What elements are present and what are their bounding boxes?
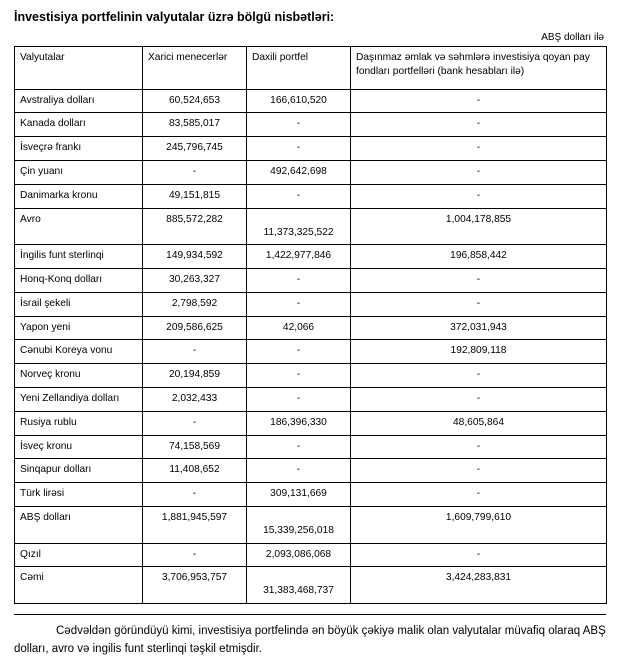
cell-funds: 3,424,283,831 [351,567,607,604]
table-row [15,292,607,316]
cell-funds: - [351,89,607,113]
table-row [15,483,607,507]
table-row [15,340,607,364]
cell-external: - [143,340,247,364]
cell-currency-name: Kanada dolları [15,113,143,137]
cell-internal: 2,093,086,068 [247,543,351,567]
table-row [15,543,607,567]
footer-divider [14,614,606,615]
cell-currency-name: Yeni Zellandiya dolları [15,388,143,412]
cell-internal: 42,066 [247,316,351,340]
cell-external: 60,524,653 [143,89,247,113]
cell-external: 20,194,859 [143,364,247,388]
cell-internal [247,506,351,543]
cell-funds: 196,858,442 [351,245,607,269]
cell-internal: 492,642,698 [247,160,351,184]
table-row [15,184,607,208]
cell-funds: - [351,435,607,459]
table-row [15,89,607,113]
currency-breakdown-table [14,46,607,605]
cell-currency-name: Avstraliya dolları [15,89,143,113]
cell-funds: - [351,543,607,567]
cell-internal: - [247,340,351,364]
table-row [15,160,607,184]
table-row [15,388,607,412]
cell-internal: - [247,269,351,293]
cell-external: 245,796,745 [143,137,247,161]
table-row [15,269,607,293]
cell-currency-name: İngilis funt sterlinqi [15,245,143,269]
table-row [15,364,607,388]
cell-internal-value: 15,339,256,018 [263,524,334,536]
page-title: İnvestisiya portfelinin valyutalar üzrə bölgü nisbətləri: [14,10,335,24]
cell-external: 3,706,953,757 [143,567,247,604]
cell-external: 209,586,625 [143,316,247,340]
cell-currency-name: İsveçrə frankı [15,137,143,161]
cell-currency-name: Danimarka kronu [15,184,143,208]
cell-internal [247,567,351,604]
closing-paragraph: Cədvəldən göründüyü kimi, investisiya portfelində ən böyük çəkiyə malik olan valyutalar müvafiq olaraq ABŞ dolları, avro və ingilis funt sterlinqi təşkil etmişdir. [14,625,606,655]
cell-internal: - [247,184,351,208]
cell-funds: - [351,292,607,316]
cell-funds: - [351,483,607,507]
table-row [15,245,607,269]
cell-funds: - [351,388,607,412]
cell-internal: - [247,459,351,483]
cell-currency-name: Qızıl [15,543,143,567]
cell-funds: - [351,160,607,184]
table-row [15,113,607,137]
cell-currency-name: Norveç kronu [15,364,143,388]
cell-funds: - [351,137,607,161]
cell-internal: 309,131,669 [247,483,351,507]
table-header-row [15,46,607,89]
cell-currency-name: Yapon yeni [15,316,143,340]
cell-currency-name: Türk lirəsi [15,483,143,507]
column-header-real-estate-equity-funds: Daşınmaz əmlak və səhmlərə investisiya qoyan pay fondları portfelləri (bank hesabları ilə) [351,46,607,89]
cell-internal-value: 11,373,325,522 [263,226,334,238]
cell-funds: 1,004,178,855 [351,208,607,245]
cell-external: 83,585,017 [143,113,247,137]
cell-external: 2,798,592 [143,292,247,316]
cell-internal-value: 31,383,468,737 [263,585,334,597]
table-row [15,137,607,161]
cell-internal: - [247,364,351,388]
table-body [15,89,607,604]
cell-internal: 186,396,330 [247,411,351,435]
cell-internal: - [247,113,351,137]
cell-internal: 166,610,520 [247,89,351,113]
cell-funds: 372,031,943 [351,316,607,340]
cell-internal: 1,422,977,846 [247,245,351,269]
cell-funds: - [351,459,607,483]
column-header-external-managers: Xarici menecerlər [143,46,247,89]
column-header-currencies: Valyutalar [15,46,143,89]
cell-currency-name: Çin yuanı [15,160,143,184]
table-row [15,459,607,483]
cell-external: 49,151,815 [143,184,247,208]
table-row [15,506,607,543]
cell-funds: - [351,113,607,137]
cell-external: 885,572,282 [143,208,247,245]
cell-internal [247,208,351,245]
cell-funds: - [351,364,607,388]
cell-external: 2,032,433 [143,388,247,412]
cell-funds: - [351,184,607,208]
cell-internal: - [247,292,351,316]
cell-currency-name: Honq-Konq dolları [15,269,143,293]
cell-funds: 192,809,118 [351,340,607,364]
cell-currency-name: Cənubi Koreya vonu [15,340,143,364]
cell-funds: 1,609,799,610 [351,506,607,543]
cell-currency-name: İsrail şekeli [15,292,143,316]
cell-currency-name: İsveç kronu [15,435,143,459]
cell-currency-name: Sinqapur dolları [15,459,143,483]
table-row [15,316,607,340]
cell-external: - [143,160,247,184]
table-row-total [15,567,607,604]
cell-currency-name: Rusiya rublu [15,411,143,435]
cell-internal: - [247,435,351,459]
unit-note: ABŞ dolları ilə [541,31,604,43]
cell-external: - [143,411,247,435]
cell-external: - [143,483,247,507]
cell-currency-name: Cəmi [15,567,143,604]
cell-funds: 48,605,864 [351,411,607,435]
cell-external: 149,934,592 [143,245,247,269]
cell-currency-name: Avro [15,208,143,245]
table-row [15,411,607,435]
cell-external: 30,263,327 [143,269,247,293]
cell-external: 74,158,569 [143,435,247,459]
table-row [15,435,607,459]
cell-external: 1,881,945,597 [143,506,247,543]
cell-internal: - [247,388,351,412]
column-header-internal-portfolio: Daxili portfel [247,46,351,89]
cell-funds: - [351,269,607,293]
cell-currency-name: ABŞ dolları [15,506,143,543]
table-row [15,208,607,245]
cell-external: 11,408,652 [143,459,247,483]
cell-external: - [143,543,247,567]
cell-internal: - [247,137,351,161]
